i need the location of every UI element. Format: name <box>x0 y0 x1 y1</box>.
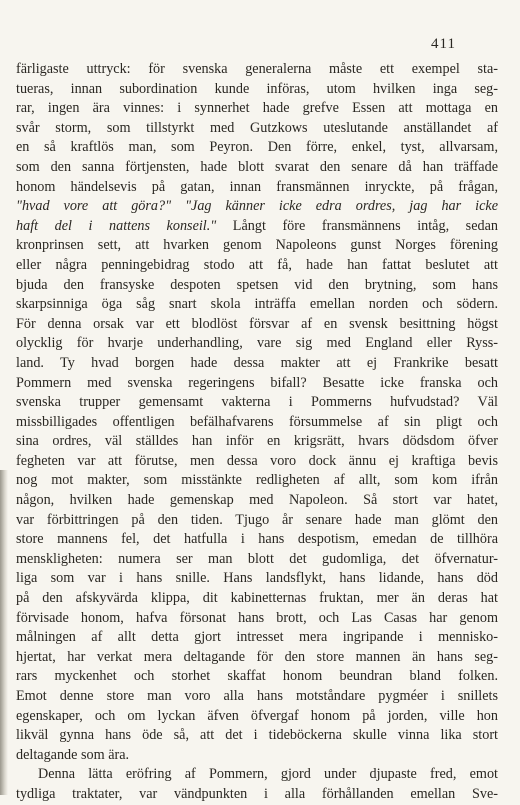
text-span: kronprinsen sett, att hvarken genom Napoleons gunst Norges förening <box>16 237 498 254</box>
text-line <box>16 197 498 217</box>
text-line <box>16 746 498 766</box>
text-line <box>16 569 498 589</box>
text-line <box>16 589 498 609</box>
text-line <box>16 530 498 550</box>
text-span: liga som var i hans snille. Hans landsflykt, hans lidande, hans död <box>16 570 498 587</box>
text-span: svår storm, som tillstyrkt med Gutzkows uteslutande anställandet af <box>16 119 498 136</box>
text-line <box>16 138 498 158</box>
text-span: på den afskyvärda klippa, dit kabinetternas fruktan, mer än deras hat <box>16 590 498 607</box>
text-line <box>16 726 498 746</box>
text-line <box>16 393 498 413</box>
text-line <box>16 707 498 727</box>
body-text <box>16 60 498 805</box>
text-line <box>16 413 498 433</box>
text-span: var förbittringen på den tiden. Tjugo år senare hade man glömt den <box>16 511 498 528</box>
text-span: eller några penningebidrag stodo att få, hade han fattat beslutet att <box>16 256 498 273</box>
text-span: nog mot makter, som misstänkte redligheten af allt, som kom ifrån <box>16 472 498 489</box>
text-span: missbilligades offentligen befälhafvarens försummelse af sin pligt och <box>16 413 498 430</box>
text-line <box>16 432 498 452</box>
text-line <box>16 687 498 707</box>
text-span: store mannens fel, det hatfulla i hans despotism, emedan de tillhöra <box>16 531 498 548</box>
text-span: någon, hvilken hade gemenskap med Napoleon. Så stort var hatet, <box>16 492 498 509</box>
text-span: en så kraftlös man, som Peyron. Den förre, enkel, tyst, allvarsam, <box>16 139 498 156</box>
text-line <box>16 334 498 354</box>
text-line <box>16 667 498 687</box>
text-span: skarpsinniga öga såg snart skola inträffa emellan norden och södern. <box>16 296 498 313</box>
text-line <box>16 158 498 178</box>
text-line <box>16 217 498 237</box>
text-span: rar, ingen ära vinnes: i synnerhet hade grefve Essen att mottaga en <box>16 100 498 117</box>
text-span: rars myckenhet och storhet skaffat honom beundran bland folken. <box>16 668 498 685</box>
text-span: honom händelsevis på gatan, innan fransmännen inryckte, på frågan, <box>16 178 498 195</box>
text-span: svenska trupper gemensamt vakterna i Pommerns hufvudstad? Väl <box>16 394 498 411</box>
text-span: Långt före fransmännens intåg, sedan <box>216 217 498 234</box>
text-line <box>16 256 498 276</box>
text-line <box>16 491 498 511</box>
text-span: hjertat, har verkat mera deltagande för den store mannen än hans seg- <box>16 648 498 665</box>
text-line <box>16 471 498 491</box>
text-line <box>16 550 498 570</box>
text-line <box>16 765 498 785</box>
text-span: olycklig för hvarje underhandling, vare sig med England eller Ryss- <box>16 335 498 352</box>
text-line <box>16 99 498 119</box>
italic-text: "hvad vore att göra?" "Jag känner icke edra ordres, jag har icke <box>16 198 498 215</box>
text-span: För denna orsak var ett blodlöst försvar af en svensk besittning högst <box>16 315 498 332</box>
text-span: tydliga traktater, var vändpunkten i alla förhållanden emellan Sve- <box>16 785 498 802</box>
text-span: bjuda den fransyske despoten spetsen vid den brytning, som hans <box>16 276 498 293</box>
text-span: som den sanna förtjensten, hade blott svarat den senare då han träffade <box>16 158 498 175</box>
page-edge-shadow <box>0 470 8 795</box>
text-line <box>16 276 498 296</box>
text-span: egenskaper, och om lyckan äfven öfvergaf honom på jorden, ville hon <box>16 707 498 724</box>
text-span: färligaste uttryck: för svenska generalerna måste ett exempel sta- <box>16 61 498 77</box>
italic-text: haft del i nattens konseil." <box>16 217 217 234</box>
text-line <box>16 452 498 472</box>
text-span: tueras, innan subordination kunde införas, utom hvilken inga seg- <box>16 80 498 97</box>
text-line <box>16 295 498 315</box>
text-span: fegheten var att förutse, men dessa voro dock ännu ej kraftiga bevis <box>16 452 498 469</box>
text-line <box>16 119 498 139</box>
text-span: förvisade honom, hafva försonat hans brott, och Las Casas har genom <box>16 609 498 626</box>
text-span: deltagande som ära. <box>16 746 130 763</box>
text-span: likväl gynna hans öde så, att det i tideböckerna skulle vinna lika stort <box>16 727 498 744</box>
text-span: sina ordres, väl ställdes han inför en krigsrätt, hvars dödsdom öfver <box>16 433 498 450</box>
text-line <box>16 609 498 629</box>
text-span: menskligheten: numera ser man blott det gudomliga, det öfvernatur- <box>16 550 498 567</box>
text-line <box>16 354 498 374</box>
text-span: land. Ty hvad borgen hade dessa makter att ej Frankrike besatt <box>16 354 498 371</box>
text-line <box>16 374 498 394</box>
text-line <box>16 315 498 335</box>
text-line <box>16 178 498 198</box>
text-line <box>16 628 498 648</box>
text-span: målningen af allt detta gjort intresset mera ingripande i mennisko- <box>16 629 498 646</box>
text-line <box>16 648 498 668</box>
text-span: Emot denne store man voro alla hans motståndare pygméer i snillets <box>16 688 498 704</box>
page-number: 411 <box>431 36 456 52</box>
text-line <box>16 511 498 531</box>
text-line <box>16 60 498 80</box>
text-span: Denna lätta eröfring af Pommern, gjord under djupaste fred, emot <box>38 766 498 783</box>
text-line <box>16 236 498 256</box>
text-span: Pommern med svenska regeringens bifall? Besatte icke franska och <box>16 374 498 391</box>
text-line <box>16 80 498 100</box>
